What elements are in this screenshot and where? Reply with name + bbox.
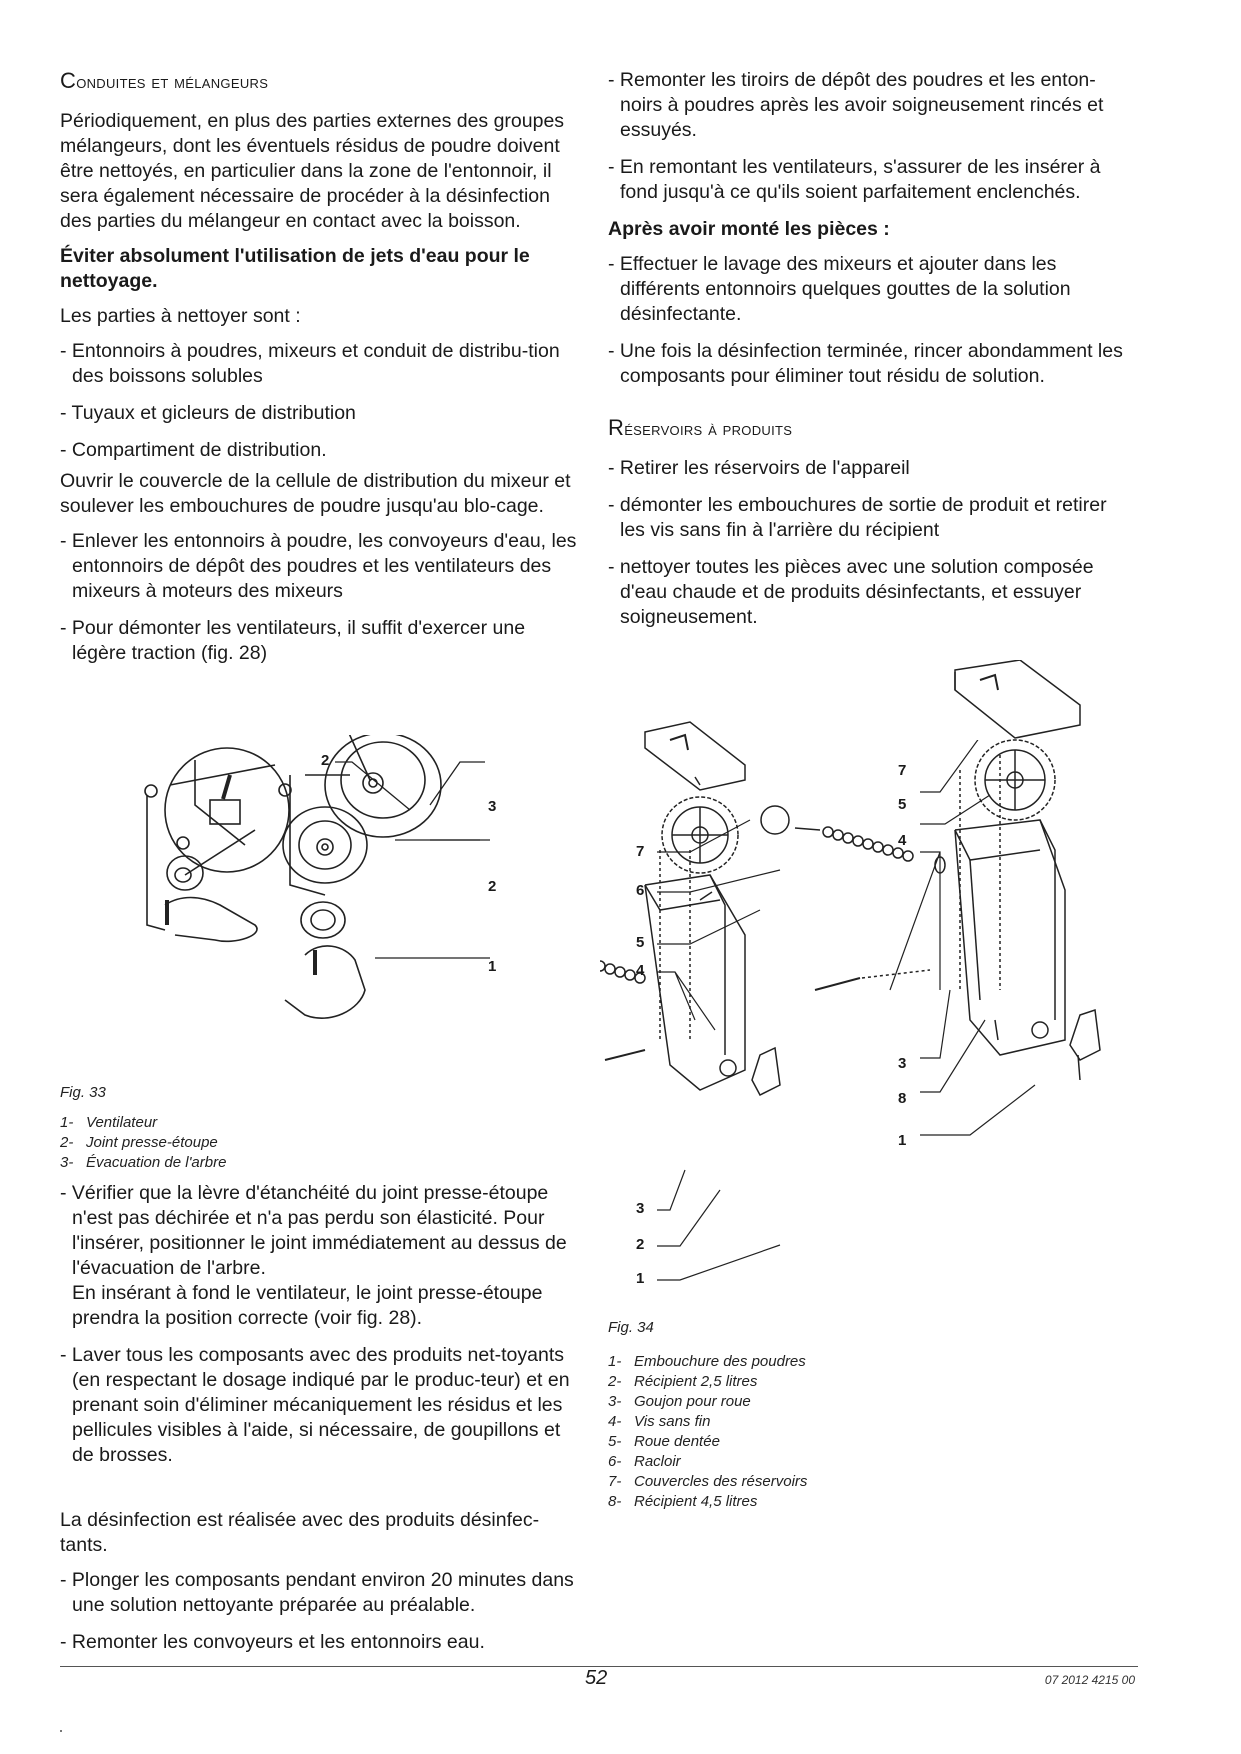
step-item: - Retirer les réservoirs de l'appareil [608, 457, 910, 479]
fig33-callout: 2 [321, 752, 330, 769]
step-item: - Plonger les composants pendant environ 20 minutes dans une solution nettoyante préparée au préalable. [60, 1569, 574, 1616]
fig34-callout: 3 [898, 1055, 907, 1072]
open-text: Ouvrir le couvercle de la cellule de distribution du mixeur et soulever les embouchures de poudre jusqu'au blo-cage. [60, 470, 571, 517]
fig34-callout: 5 [636, 934, 645, 951]
step-item: - Laver tous les composants avec des produits net-toyants (en respectant le dosage indiqué par le produc-teur) et en prenant soin d'éliminer mécaniquement les résidus et les pellicules visibles à l'aide, si nécessaire, de goupillons et de brosses. [60, 1344, 570, 1466]
fig33-caption: Fig. 33 [60, 1084, 106, 1101]
fig34-callout: 6 [636, 882, 645, 899]
fig34-callout: 3 [636, 1200, 645, 1217]
fig34-callout: 5 [898, 796, 907, 813]
legend-item: 1- Ventilateur [60, 1114, 158, 1131]
section-title-conduites: Conduites et mélangeurs [60, 68, 269, 93]
fig34-callout: 7 [898, 762, 907, 779]
intro-paragraph: Périodiquement, en plus des parties externes des groupes mélangeurs, dont les éventuels résidus de poudre doivent être nettoyés, en particulier dans la zone de l'entonnoir, il sera également nécessaire de procéder à la désinfection des parties du mélangeur en contact avec la boisson. [60, 110, 565, 232]
step-item: - Vérifier que la lèvre d'étanchéité du joint presse-étoupe n'est pas déchirée et n'a pas perdu son élasticité. Pour l'insérer, positionner le joint immédiatement au dessus de l'évacuation de l'arbre. [60, 1182, 567, 1279]
fig34-caption: Fig. 34 [608, 1319, 654, 1336]
step-item: - démonter les embouchures de sortie de produit et retirer les vis sans fin à l'arrière du récipient [608, 494, 1107, 541]
fig34-callout: 1 [898, 1132, 907, 1149]
fig34-callout: 8 [898, 1090, 907, 1107]
fig34-callout: 2 [636, 1236, 645, 1253]
step-item: - Pour démonter les ventilateurs, il suffit d'exercer une légère traction (fig. 28) [60, 617, 526, 664]
fig33-legend [60, 1113, 226, 1173]
fig33-callout: 2 [488, 878, 497, 895]
legend-item: 8- Récipient 4,5 litres [608, 1493, 758, 1510]
legend-item: 4- Vis sans fin [608, 1413, 711, 1430]
left-column [60, 68, 580, 678]
figure-33-leaders [300, 750, 500, 980]
legend-item: 5- Roue dentée [608, 1433, 720, 1450]
fig34-callout: 4 [898, 832, 907, 849]
step-item: - Remonter les convoyeurs et les entonnoirs eau. [60, 1631, 485, 1653]
legend-item: 2- Joint presse-étoupe [60, 1134, 218, 1151]
left-column-lower [60, 1181, 580, 1667]
page-mark [60, 1730, 62, 1732]
after-title: Après avoir monté les pièces : [608, 218, 890, 240]
figure-34-leaders [640, 740, 1060, 1290]
legend-item: 2- Récipient 2,5 litres [608, 1373, 758, 1390]
parts-item: - Compartiment de distribution. [60, 439, 327, 461]
fig34-callout: 7 [636, 843, 645, 860]
step-item: - Enlever les entonnoirs à poudre, les convoyeurs d'eau, les entonnoirs de dépôt des poudres et les ventilateurs des mixeurs à moteurs des mixeurs [60, 530, 577, 602]
legend-item: 1- Embouchure des poudres [608, 1353, 806, 1370]
legend-item: 6- Racloir [608, 1453, 681, 1470]
right-column [608, 68, 1133, 642]
fig34-callout: 1 [636, 1270, 645, 1287]
page-number: 52 [585, 1667, 608, 1689]
parts-item: - Tuyaux et gicleurs de distribution [60, 402, 356, 424]
fig33-callout: 1 [488, 958, 497, 975]
warning-text: Éviter absolument l'utilisation de jets d'eau pour le nettoyage. [60, 245, 530, 292]
fig34-legend [608, 1352, 807, 1512]
fig33-callout: 3 [488, 798, 497, 815]
step-item: - Remonter les tiroirs de dépôt des poudres et les enton-noirs à poudres après les avoir soigneusement rincés et essuyés. [608, 69, 1104, 141]
document-code: 07 2012 4215 00 [1044, 1673, 1135, 1687]
step-item: - nettoyer toutes les pièces avec une solution composée d'eau chaude et de produits désinfectants, et essuyer soigneusement. [608, 556, 1094, 628]
legend-item: 3- Goujon pour roue [608, 1393, 751, 1410]
step-item: - Une fois la désinfection terminée, rincer abondamment les composants pour éliminer tout résidu de solution. [608, 340, 1123, 387]
disinfection-text: La désinfection est réalisée avec des produits désinfec-tants. [60, 1509, 540, 1556]
fig34-callout: 4 [636, 962, 645, 979]
step-item-continued: En insérant à fond le ventilateur, le joint presse-étoupe prendra la position correcte (voir fig. 28). [72, 1282, 543, 1329]
section-title-reservoirs: Réservoirs à produits [608, 415, 793, 440]
parts-intro: Les parties à nettoyer sont : [60, 305, 301, 327]
step-item: - En remontant les ventilateurs, s'assurer de les insérer à fond jusqu'à ce qu'ils soient parfaitement enclenchés. [608, 156, 1101, 203]
legend-item: 7- Couvercles des réservoirs [608, 1473, 808, 1490]
legend-item: 3- Évacuation de l'arbre [60, 1154, 227, 1171]
parts-item: - Entonnoirs à poudres, mixeurs et conduit de distribu-tion des boissons solubles [60, 340, 560, 387]
step-item: - Effectuer le lavage des mixeurs et ajouter dans les différents entonnoirs quelques gouttes de la solution désinfectante. [608, 253, 1071, 325]
